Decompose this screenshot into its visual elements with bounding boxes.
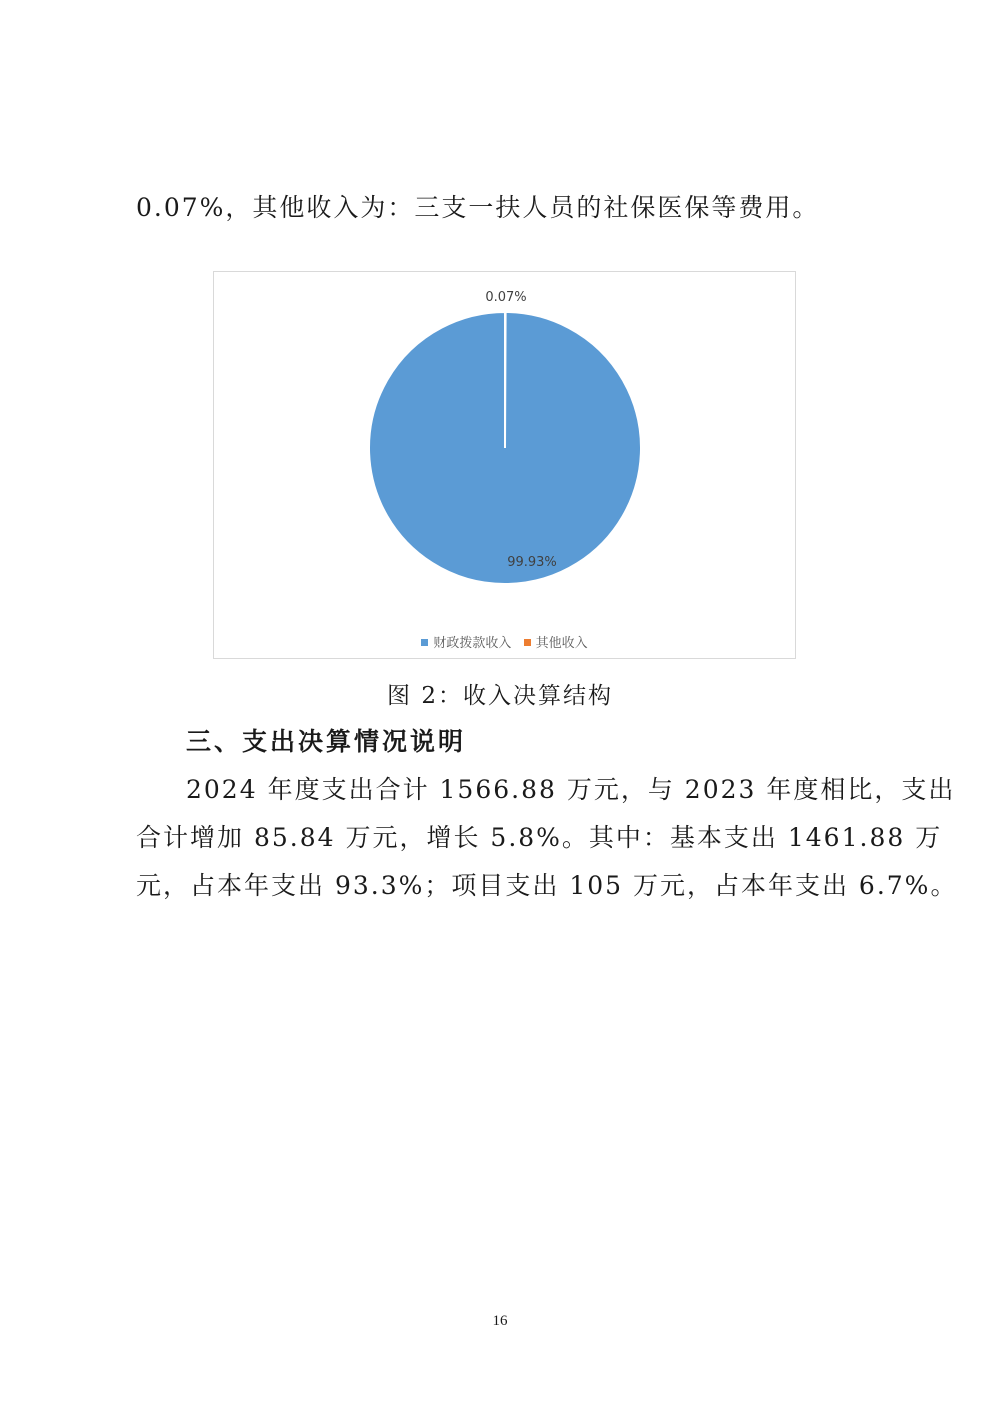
legend-item-other [524,632,588,651]
legend-label-other: 其他收入 [535,636,588,651]
body-line-3: 元，占本年支出 93.3%；项目支出 105 万元，占本年支出 6.7%。 [136,871,958,900]
continued-paragraph-line: 0.07%，其他收入为：三支一扶人员的社保医保等费用。 [136,193,820,222]
legend-label-fiscal: 财政拨款收入 [433,636,512,651]
page-number: 16 [492,1313,508,1329]
pie-slice-fiscal [369,312,641,584]
legend-swatch-fiscal [421,639,428,646]
legend-item-fiscal [421,632,511,651]
legend-swatch-other [524,639,531,646]
chart-legend [214,632,795,651]
data-label-fiscal: 99.93% [507,555,557,570]
income-pie-chart [213,271,796,659]
data-label-other: 0.07% [485,290,527,305]
figure-caption: 图 2：收入决算结构 [387,683,613,709]
pie-chart-canvas [214,272,797,660]
section-heading: 三、支出决算情况说明 [186,727,467,756]
body-line-1: 2024 年度支出合计 1566.88 万元，与 2023 年度相比，支出 [186,775,956,804]
body-line-2: 合计增加 85.84 万元，增长 5.8%。其中：基本支出 1461.88 万 [136,823,943,852]
